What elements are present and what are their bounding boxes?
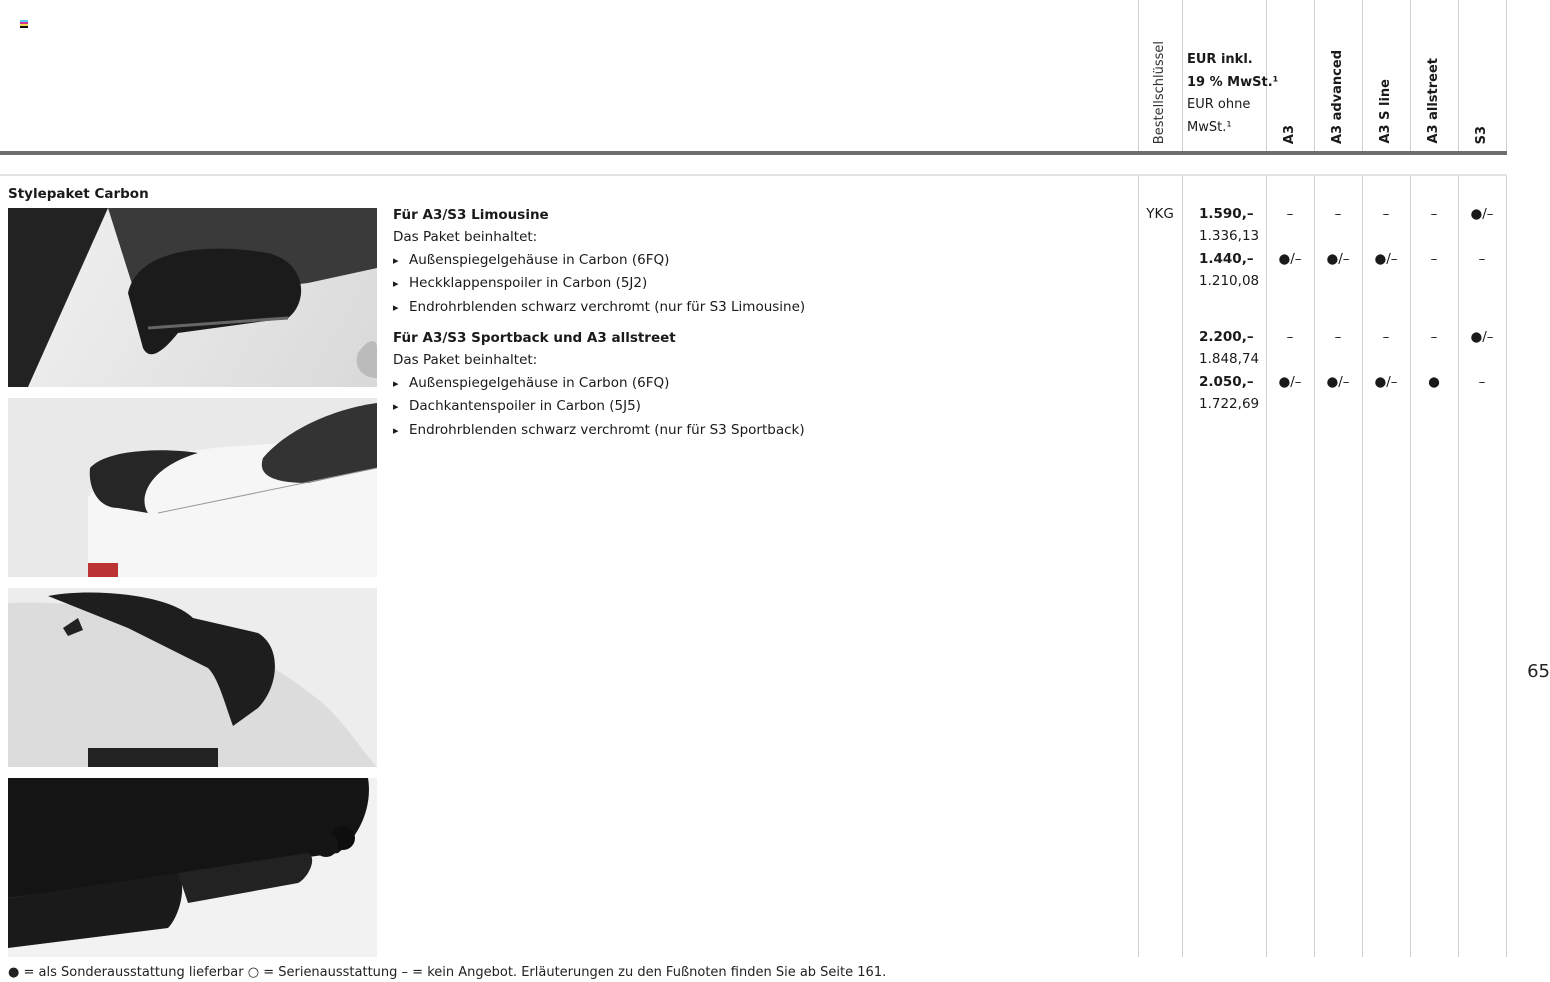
header-order-key: Bestellschlüssel [1152,40,1167,144]
order-code: YKG [1146,206,1174,222]
availability-a3-s-line: – [1382,329,1390,345]
column-divider [1314,0,1315,152]
availability-a3-allstreet: ● [1428,374,1440,390]
header-rule [0,151,1507,155]
price-excl: 1.210,08 [1199,273,1260,289]
column-divider [1362,0,1363,152]
column-divider [1138,175,1139,957]
availability-a3-s-line: – [1382,206,1390,222]
price-incl: 1.590,– [1199,206,1254,222]
header-price-excl-1: EUR ohne [1187,97,1251,112]
header-model-a3: A3 [1282,124,1297,144]
variant-intro: Das Paket beinhaltet: [393,352,538,369]
price-incl: 2.200,– [1199,329,1254,345]
availability-s3: – [1478,374,1486,390]
price-excl: 1.336,13 [1199,228,1260,244]
variant-heading: Für A3/S3 Limousine [393,207,549,223]
column-divider [1506,0,1507,152]
image-mirror-housing [8,208,377,387]
variant-intro: Das Paket beinhaltet: [393,229,538,246]
footer-legend: ● = als Sonderausstattung lieferbar ○ = Serienausstattung – = kein Angebot. Erläuterungen zu den Fußnoten finden Sie ab Seite 161. [8,965,887,980]
header-price-excl-2: MwSt.¹ [1187,119,1232,135]
availability-a3: – [1286,329,1294,345]
print-color-mark [20,20,28,28]
column-divider [1362,175,1363,957]
column-divider [1458,175,1459,957]
column-divider [1506,175,1507,957]
availability-a3: ●/– [1278,251,1302,267]
price-excl: 1.848,74 [1199,351,1260,367]
image-tailpipes [8,778,377,957]
availability-a3-advanced: ●/– [1326,374,1350,390]
availability-a3-advanced: – [1334,329,1342,345]
header-model-a3-allstreet: A3 allstreet [1426,58,1441,144]
variant-heading: Für A3/S3 Sportback und A3 allstreet [393,330,676,346]
header-model-a3-s-line: A3 S line [1378,79,1393,144]
header-model-a3-advanced: A3 advanced [1330,49,1345,144]
availability-s3: ●/– [1470,206,1494,222]
availability-s3: – [1478,251,1486,267]
package-item: ▸ Endrohrblenden schwarz verchromt (nur für S3 Sportback) [393,419,805,442]
column-divider [1182,0,1183,152]
header-model-s3: S3 [1474,125,1489,144]
availability-a3: – [1286,206,1294,222]
image-trunk-spoiler [8,398,377,577]
package-item: ▸ Endrohrblenden schwarz verchromt (nur für S3 Limousine) [393,296,805,319]
column-divider [1138,0,1139,152]
availability-a3-s-line: ●/– [1374,374,1398,390]
package-item: ▸ Außenspiegelgehäuse in Carbon (6FQ) [393,372,805,395]
column-divider [1410,175,1411,957]
column-divider [1458,0,1459,152]
availability-s3: ●/– [1470,329,1494,345]
column-divider [1266,175,1267,957]
page-number: 65 [1527,661,1550,682]
column-divider [1314,175,1315,957]
header-price-incl-2: 19 % MwSt.¹ [1187,74,1279,90]
availability-a3-allstreet: – [1430,329,1438,345]
section-rule [0,174,1507,176]
image-roof-spoiler [8,588,377,767]
package-item: ▸ Außenspiegelgehäuse in Carbon (6FQ) [393,249,805,272]
availability-a3: ●/– [1278,374,1302,390]
variant-limousine [393,204,805,319]
price-incl: 1.440,– [1199,251,1254,267]
package-item: ▸ Dachkantenspoiler in Carbon (5J5) [393,395,805,418]
price-excl: 1.722,69 [1199,396,1260,412]
availability-a3-allstreet: – [1430,206,1438,222]
availability-a3-s-line: ●/– [1374,251,1398,267]
price-incl: 2.050,– [1199,374,1254,390]
header-price-incl-1: EUR inkl. [1187,52,1253,67]
header-price [1187,49,1278,139]
availability-a3-allstreet: – [1430,251,1438,267]
column-divider [1182,175,1183,957]
availability-a3-advanced: ●/– [1326,251,1350,267]
variant-sportback [393,327,805,442]
column-divider [1410,0,1411,152]
package-item: ▸ Heckklappenspoiler in Carbon (5J2) [393,272,805,295]
section-title: Stylepaket Carbon [8,186,149,202]
availability-a3-advanced: – [1334,206,1342,222]
